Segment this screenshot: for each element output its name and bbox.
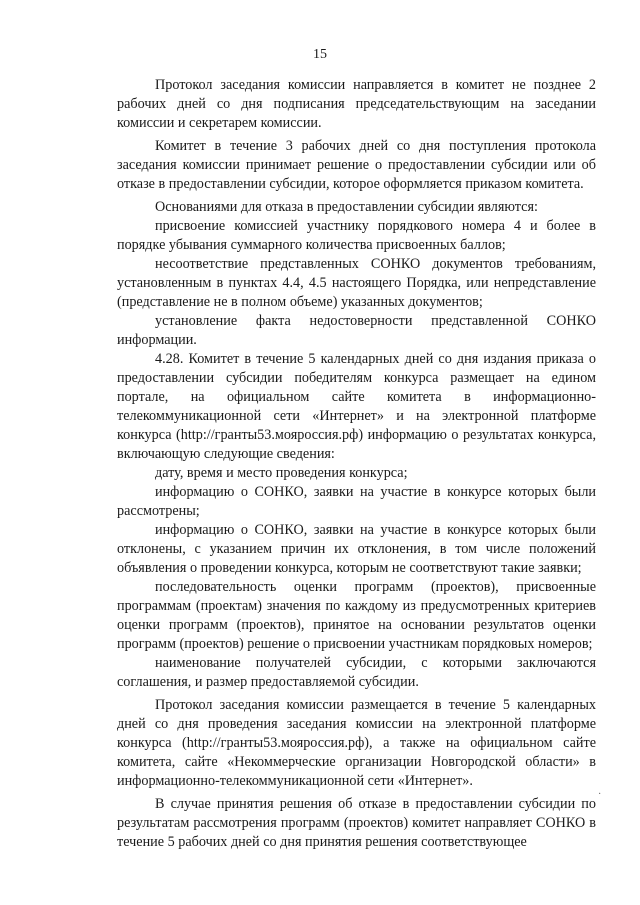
paragraph-ground-rank: присвоение комиссией участнику порядкового номера 4 и более в порядке убывания суммарного количества присвоенных баллов; <box>117 218 596 253</box>
page-number: 15 <box>313 47 327 62</box>
paragraph-protocol-published: Протокол заседания комиссии размещается в течение 5 календарных дней со дня проведения заседания комиссии на электронной платформе конкурса (http://гранты53.мояроссия.рф), а также на официальном сайте комитета, сайте «Некоммерческие организации Новгородской области» в информационно-телекоммуникационной сети «Интернет». <box>117 697 596 789</box>
paragraph-ground-false-info: установление факта недостоверности представленной СОНКО информации. <box>117 313 596 348</box>
paragraph-recipients: наименование получателей субсидии, с которыми заключаются соглашения, и размер предоставляемой субсидии. <box>117 655 596 690</box>
paragraph-committee-decision: Комитет в течение 3 рабочих дней со дня поступления протокола заседания комиссии принимает решение о предоставлении субсидии или об отказе в предоставлении субсидии, которое оформляется приказом комитета. <box>117 138 596 192</box>
paragraph-rejected-applications: информацию о СОНКО, заявки на участие в конкурсе которых были отклонены, с указанием причин их отклонения, в том числе положений объявления о проведении конкурса, которым не соответствуют такие заявки; <box>117 522 596 576</box>
margin-mark: · <box>598 789 602 800</box>
paragraph-evaluation-sequence: последовательность оценки программ (проектов), присвоенные программам (проектам) значения по каждому из предусмотренных критериев оценки программ (проектов), принятое на основании результатов оценки программ (проектов) решение о присвоении участникам порядковых номеров; <box>117 579 596 652</box>
paragraph-reviewed-applications: информацию о СОНКО, заявки на участие в конкурсе которых были рассмотрены; <box>117 484 596 519</box>
paragraph-protocol-sent: Протокол заседания комиссии направляется в комитет не позднее 2 рабочих дней со дня подписания председательствующим на заседании комиссии и секретарем комиссии. <box>117 77 596 131</box>
paragraph-ground-documents: несоответствие представленных СОНКО документов требованиям, установленным в пунктах 4.4, 4.5 настоящего Порядка, или непредставление (представление не в полном объеме) указанных документов; <box>117 256 596 310</box>
paragraph-refusal-grounds: Основаниями для отказа в предоставлении субсидии являются: <box>155 199 538 215</box>
paragraph-refusal-notice: В случае принятия решения об отказе в предоставлении субсидии по результатам рассмотрения программ (проектов) комитет направляет СОНКО в течение 5 рабочих дней со дня принятия решения соответствующее <box>117 796 596 850</box>
paragraph-4-28: 4.28. Комитет в течение 5 календарных дней со дня издания приказа о предоставлении субсидии победителям конкурса размещает на едином портале, на официальном сайте комитета в информационно-телекоммуникационной сети «Интернет» и на электронной платформе конкурса (http://гранты53.мояроссия.рф) информацию о результатах конкурса, включающую следующие сведения: <box>117 351 596 462</box>
document-body <box>117 76 596 852</box>
paragraph-date-place: дату, время и место проведения конкурса; <box>155 465 408 481</box>
